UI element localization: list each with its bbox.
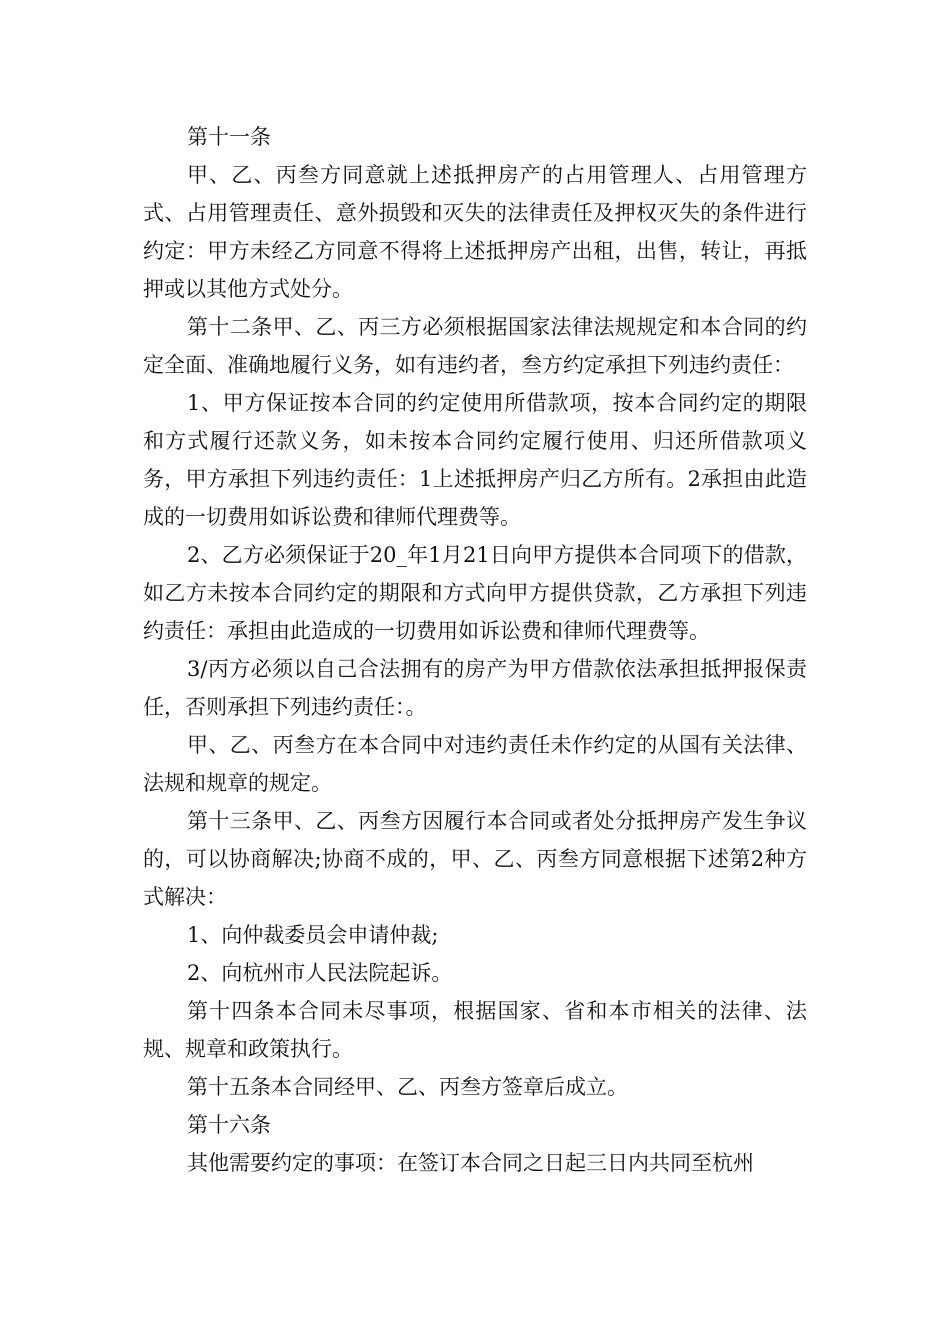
clause-2-party-b: 2、乙方必须保证于20_年1月21日向甲方提供本合同项下的借款，如乙方未按本合同约定的期限和方式向甲方提供贷款，乙方承担下列违约责任：承担由此造成的一切费用如诉讼费和律师代理费等。 (143, 543, 807, 643)
article-11-text: 甲、乙、丙叁方同意就上述抵押房产的占用管理人、占用管理方式、占用管理责任、意外损毁和灭失的法律责任及押权灭失的条件进行约定：甲方未经乙方同意不得将上述抵押房产出租，出售，转让，再抵押或以其他方式处分。 (143, 163, 807, 301)
document-body (143, 118, 807, 1182)
article-12-text: 第十二条甲、乙、丙三方必须根据国家法律法规规定和本合同的约定全面、准确地履行义务，如有违约者，叁方约定承担下列违约责任： (143, 315, 807, 377)
article-11-heading: 第十一条 (187, 125, 271, 149)
clause-3-party-c: 3/丙方必须以自己合法拥有的房产为甲方借款依法承担抵押报保责任，否则承担下列违约责任：。 (143, 657, 807, 719)
article-14-text: 第十四条本合同未尽事项，根据国家、省和本市相关的法律、法规、规章和政策执行。 (143, 999, 807, 1061)
dispute-option-2: 2、向杭州市人民法院起诉。 (187, 961, 453, 985)
dispute-option-1: 1、向仲裁委员会申请仲裁; (187, 923, 439, 947)
article-16-heading: 第十六条 (187, 1113, 271, 1137)
clause-1-party-a: 1、甲方保证按本合同的约定使用所借款项，按本合同约定的期限和方式履行还款义务，如未按本合同约定履行使用、归还所借款项义务，甲方承担下列违约责任：1上述抵押房产归乙方所有。2承担由此造成的一切费用如诉讼费和律师代理费等。 (143, 391, 807, 529)
article-15-text: 第十五条本合同经甲、乙、丙叁方签章后成立。 (187, 1075, 628, 1099)
article-16-text: 其他需要约定的事项：在签订本合同之日起三日内共同至杭州 (187, 1151, 754, 1175)
article-13-text: 第十三条甲、乙、丙叁方因履行本合同或者处分抵押房产发生争议的，可以协商解决;协商不成的，甲、乙、丙叁方同意根据下述第2种方式解决： (143, 809, 807, 909)
liability-fallback: 甲、乙、丙叁方在本合同中对违约责任未作约定的从国有关法律、法规和规章的规定。 (143, 733, 807, 795)
